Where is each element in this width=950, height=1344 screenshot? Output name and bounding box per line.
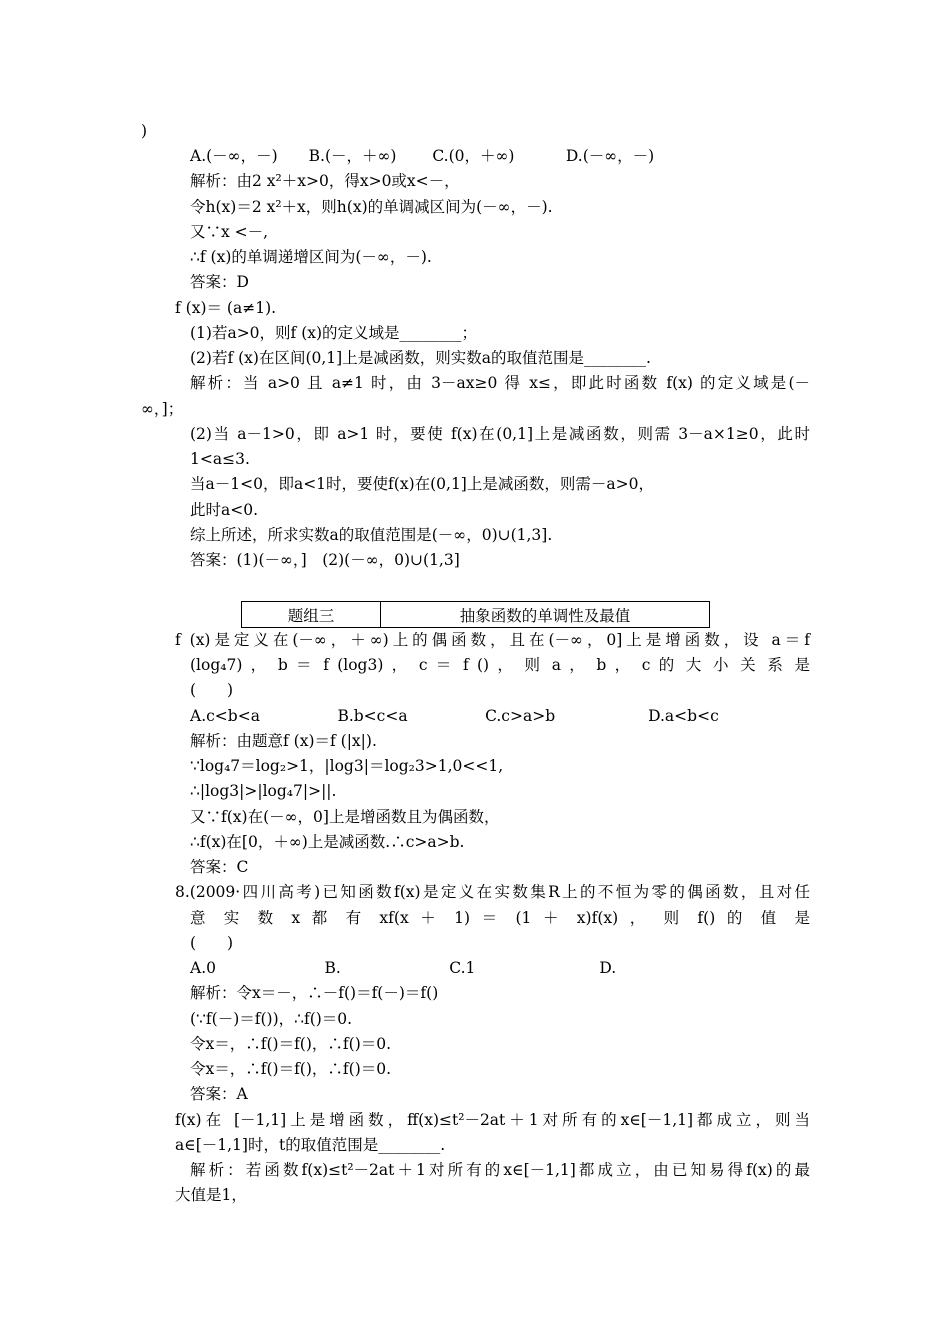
answer-line: 答案：(1)(－∞，] (2)(－∞，0)∪(1,3] xyxy=(190,551,460,569)
text-line: ( ) xyxy=(190,681,234,699)
text-line: 令h(x)＝2 x²＋x，则h(x)的单调减区间为(－∞，－). xyxy=(190,198,553,216)
section-header-table xyxy=(241,601,710,628)
text-line: ∴f(x)在[0，＋∞)上是减函数.∴c>a>b. xyxy=(190,833,465,851)
text-line: (1)若a>0，则f (x)的定义域是________； xyxy=(190,324,478,342)
text-line: 令x＝，∴f()＝f()，∴f()＝0. xyxy=(190,1060,392,1078)
text-line: 解析：由2 x²＋x>0，得x>0或x<－， xyxy=(190,172,460,190)
text-line: a∈[－1,1]时，t的取值范围是________. xyxy=(175,1136,446,1154)
text-line: ∵log₄7＝log₂>1，|log3|＝log₂3>1,0<<1, xyxy=(190,757,504,775)
text-line: ) xyxy=(141,122,148,140)
text-line: (2)当 a－1>0，即 a>1 时，要使 f(x)在(0,1]上是减函数，则需 3－a×1≥0，此时 xyxy=(190,425,810,443)
text-line: ∴|log3|>|log₄7|>||. xyxy=(190,782,337,800)
text-line: ∞，]； xyxy=(141,400,184,418)
text-line: 又∵f(x)在(－∞，0]上是增函数且为偶函数， xyxy=(190,808,500,826)
text-line: 1<a≤3. xyxy=(190,450,250,468)
text-line: (2)若f (x)在区间(0,1]上是减函数，则实数a的取值范围是________. xyxy=(190,349,651,367)
options-line: A.(－∞，－) B.(－，＋∞) C.(0，＋∞) D.(－∞，－) xyxy=(190,147,655,165)
section-title: 抽象函数的单调性及最值 xyxy=(381,602,710,628)
text-line: 又∵x <－, xyxy=(190,223,269,241)
text-line: 解析：当 a>0 且 a≠1 时，由 3－ax≥0 得 x≤，即此时函数 f(x) 的定义域是(－ xyxy=(190,374,810,392)
question-line: (log₄7) ， b ＝ f (log3) ， c ＝ f () ， 则 a ， b ， c 的 大 小 关 系 是 xyxy=(190,656,810,674)
text-line: 综上所述，所求实数a的取值范围是(－∞，0)∪(1,3]. xyxy=(190,526,553,544)
answer-line: 答案：C xyxy=(190,858,249,876)
question-line: f(x)在 [－1,1]上是增函数，ff(x)≤t²－2at＋1对所有的x∈[－1,1]都成立，则当 xyxy=(175,1111,810,1129)
options-line: A.c<b<a B.b<c<a C.c>a>b D.a<b<c xyxy=(190,707,719,725)
answer-line: 答案：A xyxy=(190,1085,248,1103)
question-line: f (x)＝ (a≠1). xyxy=(175,299,277,317)
text-line: ( ) xyxy=(190,934,234,952)
text-line: 解析：若函数f(x)≤t²－2at＋1对所有的x∈[－1,1]都成立，由已知易得f(x)的最 xyxy=(190,1161,810,1179)
question-line: 意 实 数 x 都 有 xf(x ＋ 1) ＝ (1 ＋ x)f(x) ， 则 f() 的 值 是 xyxy=(190,909,810,927)
question-line: f (x)是定义在(－∞，＋∞)上的偶函数，且在(－∞，0]上是增函数，设 a＝f xyxy=(175,631,810,649)
question-line: 8.(2009·四川高考)已知函数f(x)是定义在实数集R上的不恒为零的偶函数，且对任 xyxy=(175,883,810,901)
text-line: 大值是1， xyxy=(175,1186,247,1204)
section-group-label: 题组三 xyxy=(242,602,381,628)
answer-line: 答案：D xyxy=(190,273,249,291)
text-line: ∴f (x)的单调递增区间为(－∞，－). xyxy=(190,248,432,266)
text-line: 当a－1<0，即a<1时，要使f(x)在(0,1]上是减函数，则需－a>0， xyxy=(190,475,654,493)
text-line: 解析：令x＝－，∴－f()＝f(－)＝f() xyxy=(190,984,439,1002)
text-line: 此时a<0. xyxy=(190,501,259,519)
text-line: 令x＝，∴f()＝f()，∴f()＝0. xyxy=(190,1035,392,1053)
text-line: 解析：由题意f (x)＝f (|x|). xyxy=(190,732,377,750)
options-line: A.0 B. C.1 D. xyxy=(190,959,617,977)
text-line: (∵f(－)＝f())，∴f()＝0. xyxy=(190,1010,353,1028)
